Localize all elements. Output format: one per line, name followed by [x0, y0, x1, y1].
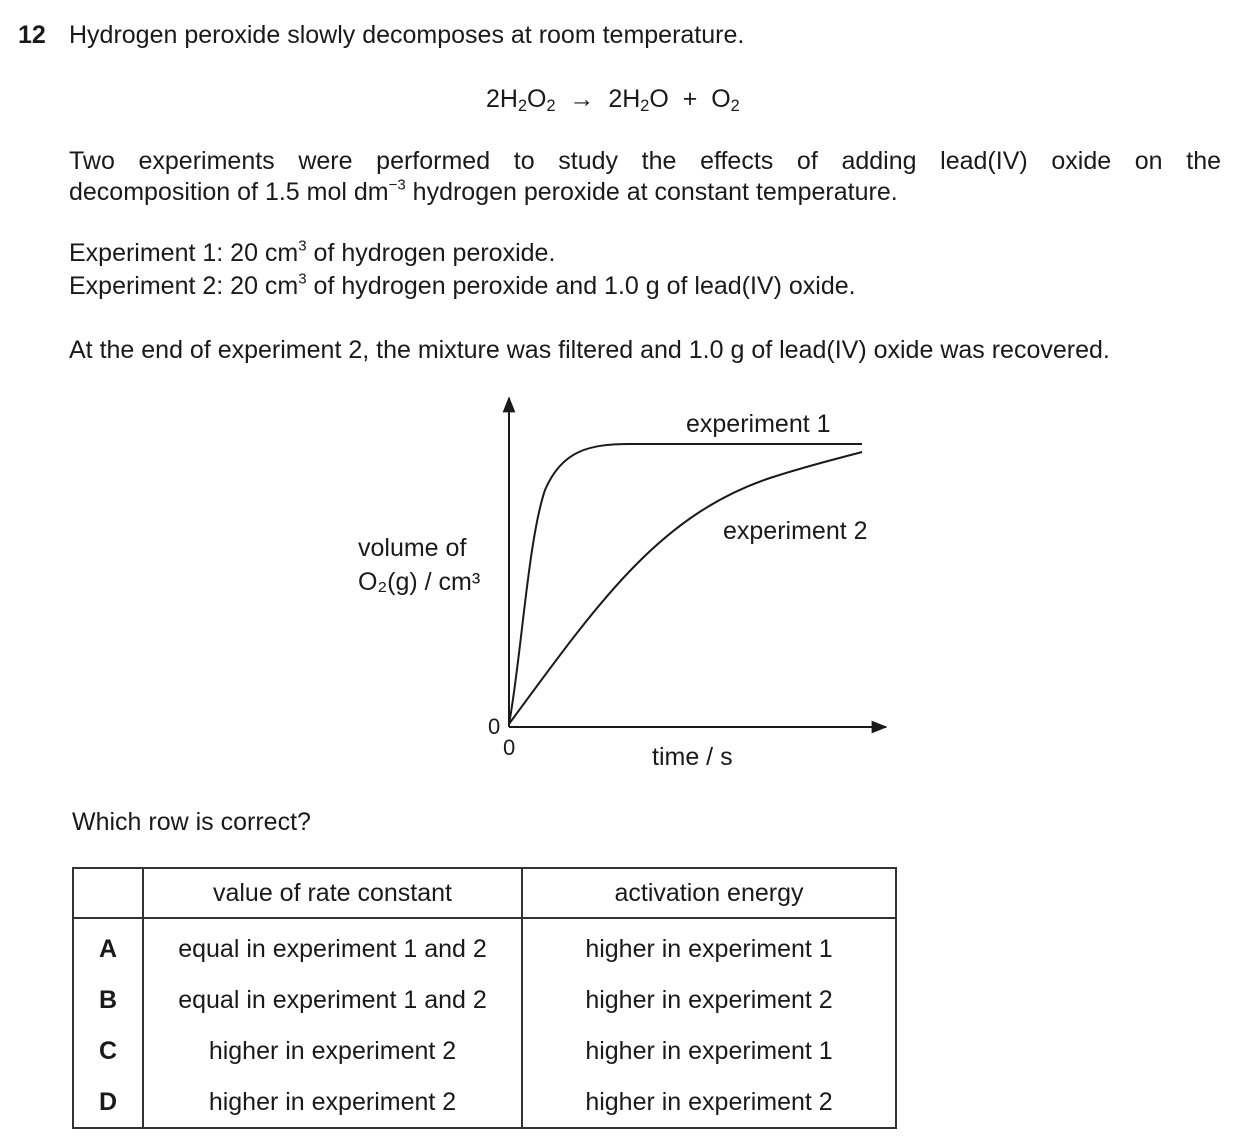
table-row[interactable]: [73, 1076, 896, 1128]
table-row[interactable]: [73, 1025, 896, 1076]
question-number: 12: [18, 21, 46, 49]
activation-energy-cell: higher in experiment 1: [522, 1025, 896, 1076]
rate-constant-cell: higher in experiment 2: [143, 1025, 522, 1076]
table-header-blank: [73, 868, 143, 918]
option-letter: C: [73, 1025, 143, 1076]
activation-energy-cell: higher in experiment 2: [522, 1076, 896, 1128]
end-note: At the end of experiment 2, the mixture was filtered and 1.0 g of lead(IV) oxide was recovered.: [69, 336, 1110, 364]
rate-constant-cell: equal in experiment 1 and 2: [143, 974, 522, 1025]
option-letter: B: [73, 974, 143, 1025]
chemical-equation: $2H_2O_2 \to 2H_2O + O_2$: [486, 85, 740, 116]
activation-energy-cell: higher in experiment 1: [522, 918, 896, 974]
activation-energy-cell: higher in experiment 2: [522, 974, 896, 1025]
rate-constant-cell: higher in experiment 2: [143, 1076, 522, 1128]
answer-table: [72, 867, 897, 1129]
option-letter: D: [73, 1076, 143, 1128]
series-label-experiment-1: experiment 2: [723, 517, 868, 545]
table-row[interactable]: [73, 974, 896, 1025]
option-letter: A: [73, 918, 143, 974]
question-prompt: Which row is correct?: [72, 808, 311, 836]
table-row[interactable]: [73, 918, 896, 974]
experiment-2-description: Experiment 2: 20 $cm^3$ of hydrogen peroxide and 1.0 g of lead(IV) oxide.: [69, 270, 856, 300]
experiment-1-curve: [509, 452, 862, 724]
y-origin-label: 0: [488, 714, 501, 739]
y-axis-label-line2: O₂(g) / cm³: [358, 568, 481, 596]
series-label-experiment-2: experiment 1: [686, 410, 831, 438]
table-header-activation-energy: activation energy: [522, 868, 896, 918]
x-origin-label: 0: [503, 735, 516, 760]
question-intro: Hydrogen peroxide slowly decomposes at room temperature.: [69, 21, 745, 49]
table-header-rate-constant: value of rate constant: [143, 868, 522, 918]
experiment-2-curve: [509, 444, 862, 724]
paragraph-line: decomposition of 1.5 mol $dm^{-3}$ hydrogen peroxide at constant temperature.: [69, 176, 898, 206]
rate-constant-cell: equal in experiment 1 and 2: [143, 918, 522, 974]
paragraph-line: Two experiments were performed to study the effects of adding lead(IV) oxide on the: [69, 147, 1221, 175]
experiment-1-description: Experiment 1: 20 $cm^3$ of hydrogen peroxide.: [69, 237, 556, 267]
reaction-arrow: →: [569, 85, 595, 113]
x-axis-label: time / s: [652, 743, 733, 771]
y-axis-label-line1: volume of: [358, 534, 467, 562]
